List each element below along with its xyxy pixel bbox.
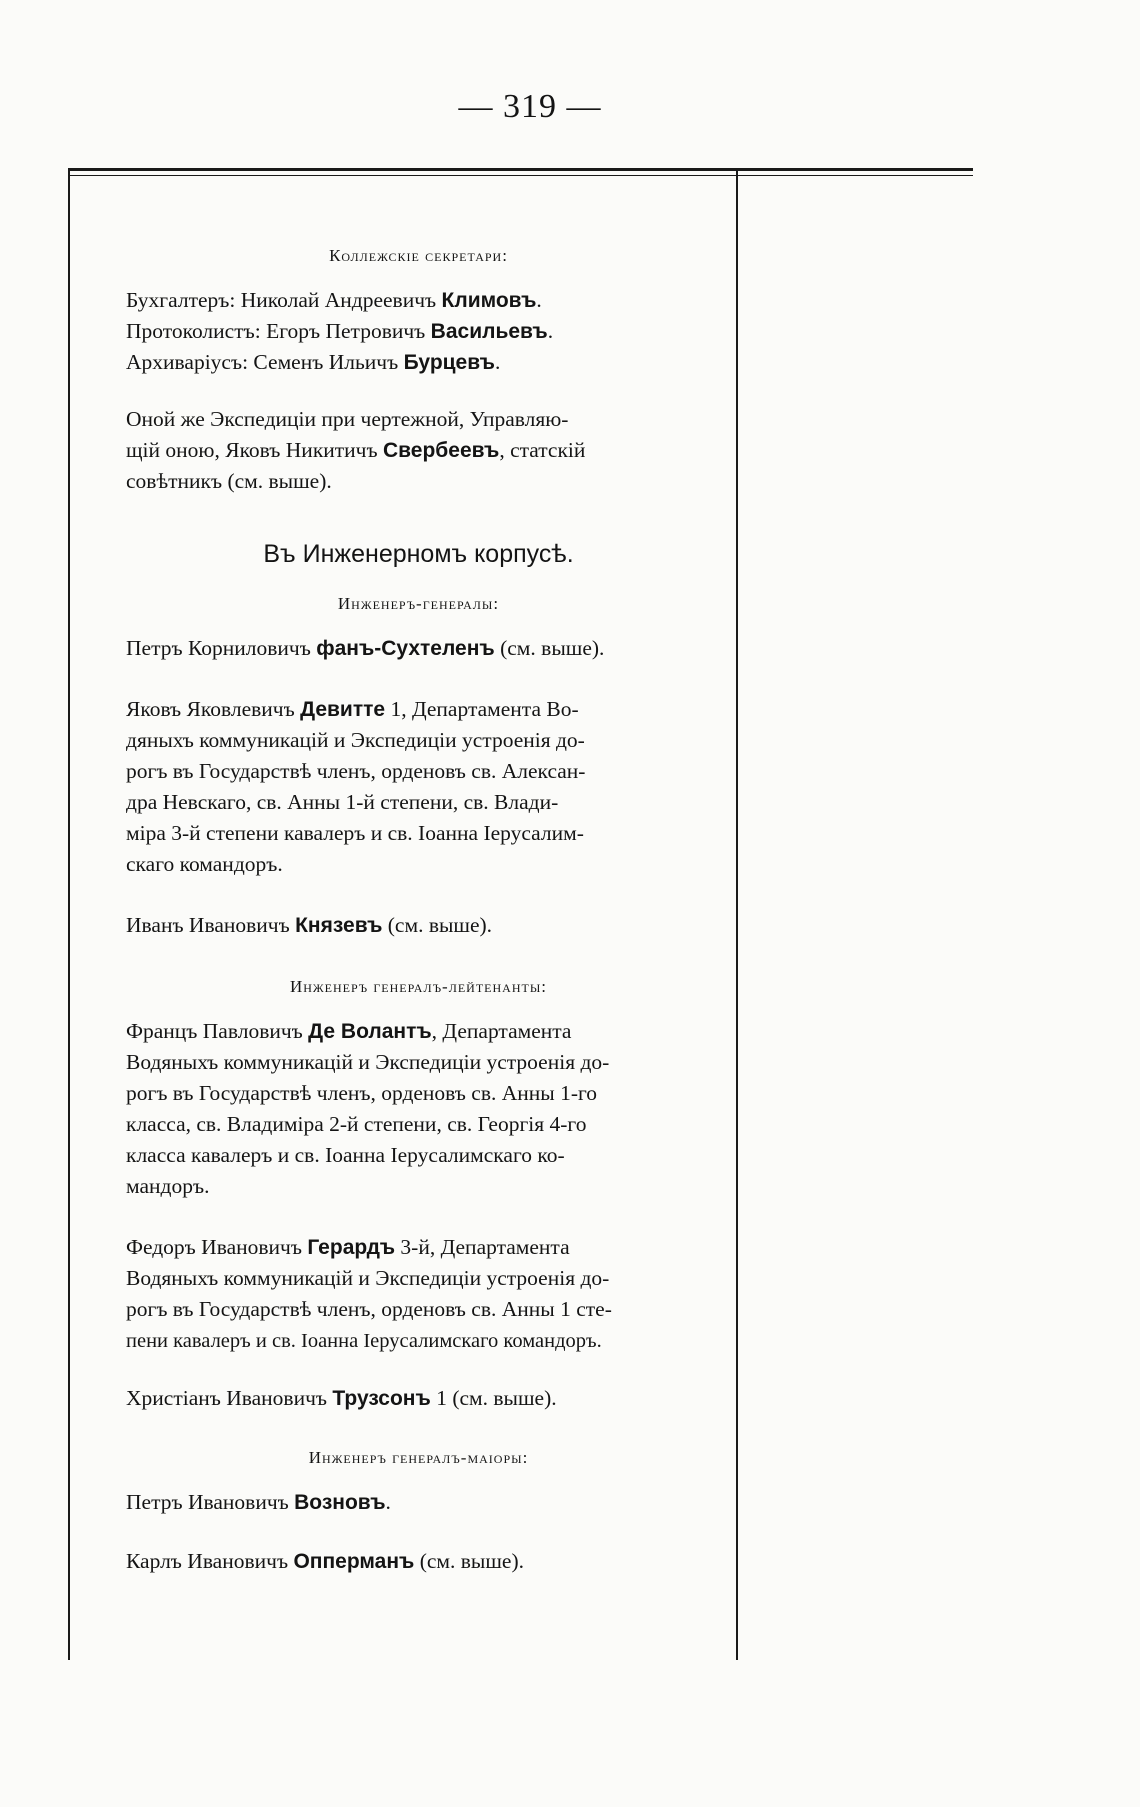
entry-opperman: Карлъ Ивановичъ Опперманъ (см. выше). [126,1549,524,1573]
entry-knyazev: Иванъ Ивановичъ Князевъ (см. выше). [126,913,493,937]
entry-voznov: Петръ Ивановичъ Возновъ. [126,1490,391,1514]
secretaries-list [126,285,711,378]
heading-major-generals: Инженеръ генералъ-маіоры: [308,1448,529,1467]
line-protocolist: Протоколистъ: Егоръ Петровичъ Васильевъ. [126,319,554,343]
entry-sukhtelen: Петръ Корниловичъ фанъ-Сухтеленъ (см. выше). [126,636,605,660]
left-rule [68,168,70,1660]
text-column [126,240,711,1599]
drafting-office-paragraph: Оной же Экспедиціи при чертежной, Управляю- щій оною, Яковъ Никитичъ Свербеевъ, статскій совѣтникъ (см. выше). [126,407,586,493]
heading-lieutenant-generals: Инженеръ генералъ-лейтенанты: [289,977,548,996]
entry-truzson: Христіанъ Ивановичъ Трузсонъ 1 (см. выше). [126,1386,557,1410]
line-bookkeeper: Бухгалтеръ: Николай Андреевичъ Климовъ. [126,288,542,312]
page-number: — 319 — [458,88,602,125]
section-title: Въ Инженерномъ корпусѣ. [263,540,574,568]
entry-devitte: Яковъ Яковлевичъ Девитте 1, Департамента Во- дяныхъ коммуникацій и Экспедиціи устроенія до- рогъ въ Государствѣ членъ, орденовъ св. Алексан- дра Невскаго, св. Анны 1-й степени, св. Влади- міра 3-й степени кавалеръ и св. Іоанна Іерусалим- скаго командоръ. [126,697,586,876]
entry-de-volant: Францъ Павловичъ Де Волантъ, Департамента Водяныхъ коммуникацій и Экспедиціи устроенія до- рогъ въ Государствѣ членъ, орденовъ св. Анны 1-го класса, св. Владиміра 2-й степени, св. Георгія 4-го класса кавалеръ и св. Іоанна Іерусалимскаго ко- мандоръ. [126,1019,610,1198]
column-rule [736,168,738,1660]
heading-engineer-generals: Инженеръ-генералы: [337,594,500,613]
entry-gerard: Федоръ Ивановичъ Герардъ 3-й, Департамента Водяныхъ коммуникацій и Экспедиціи устроенія до- рогъ въ Государствѣ членъ, орденовъ св. Анны 1 сте- пени кавалеръ и св. Іоанна Іерусалимскаго командоръ. [126,1235,612,1352]
line-archivist: Архиваріусъ: Семенъ Ильичъ Бурцевъ. [126,350,501,374]
heading-collegiate-secretaries: Коллежскіе секретари: [329,246,508,265]
